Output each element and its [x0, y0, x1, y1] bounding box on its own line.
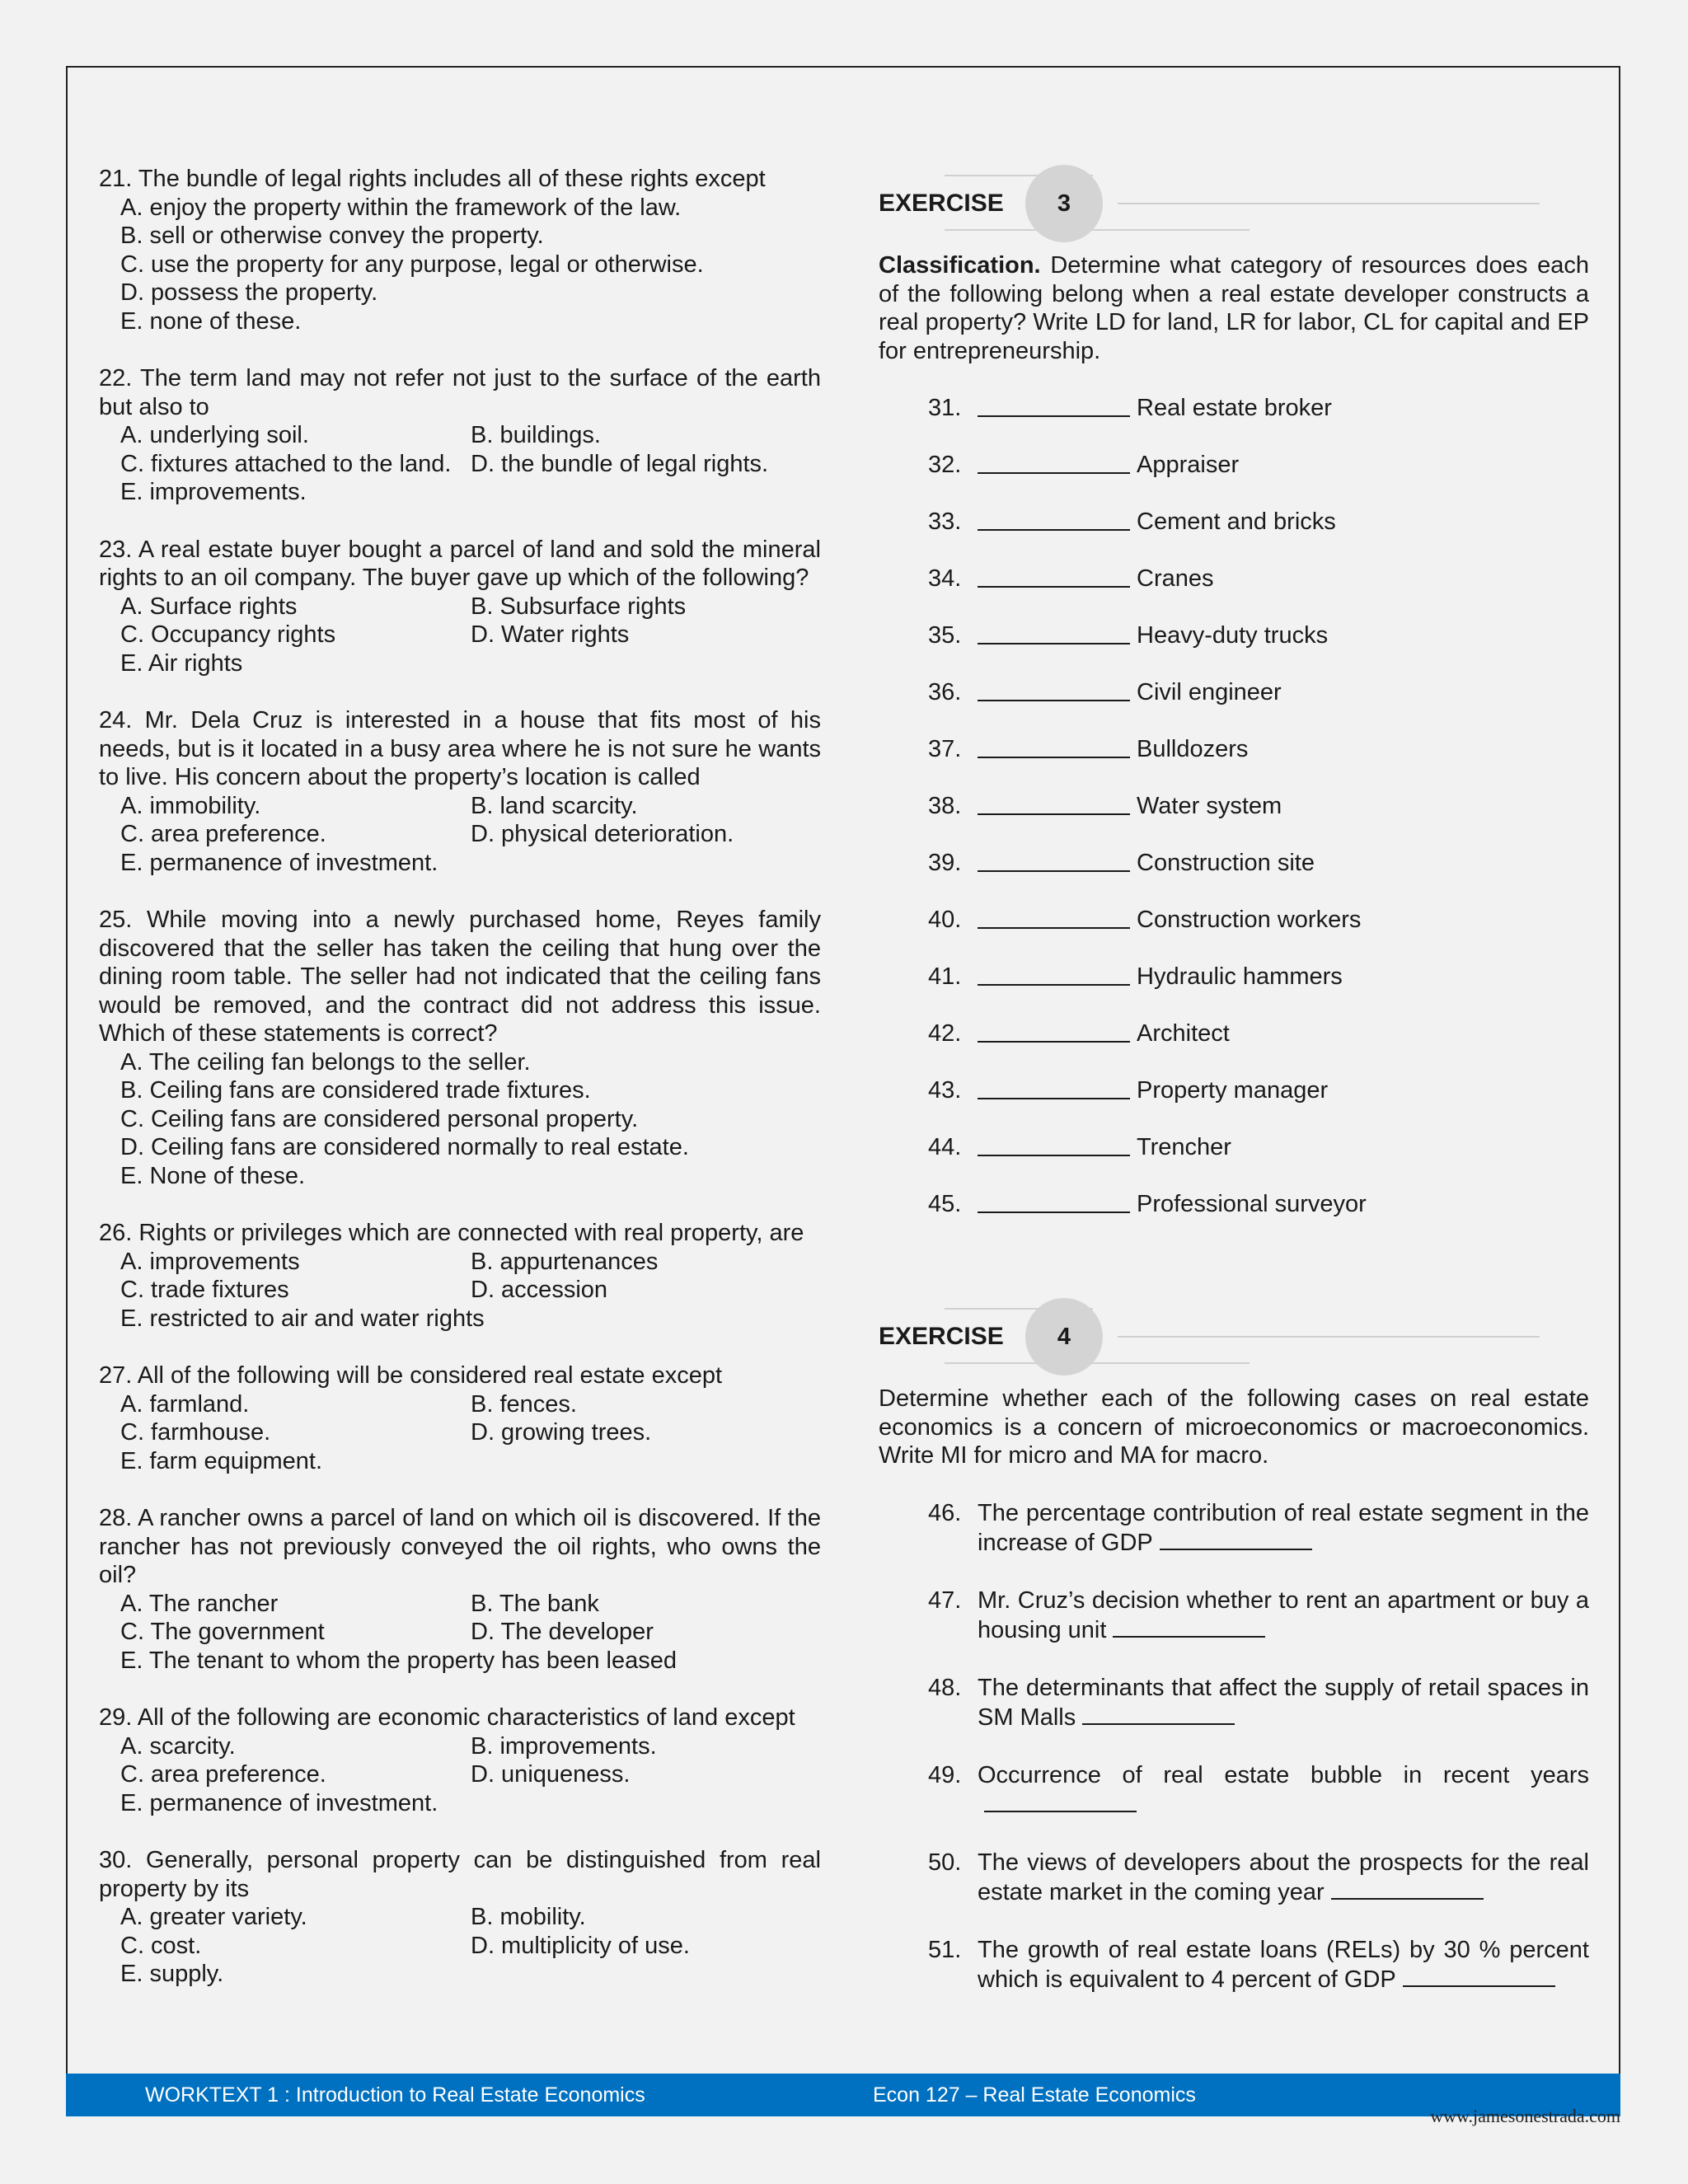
item-text: Water system — [1137, 793, 1282, 819]
answer-option: D. possess the property. — [120, 279, 378, 306]
item-number: 33. — [928, 509, 962, 535]
case-item — [928, 1936, 1589, 1994]
case-body — [978, 1936, 1589, 1994]
question-stem: 27. All of the following will be considered real estate except — [99, 1362, 723, 1389]
classification-item — [928, 621, 1589, 650]
option-row — [120, 820, 821, 849]
case-body — [978, 1674, 1589, 1732]
item-text: Hydraulic hammers — [1137, 963, 1343, 990]
case-item — [928, 1849, 1589, 1907]
answer-option: D. accession — [471, 1277, 608, 1303]
exercise-number-badge: 3 — [1025, 165, 1103, 242]
question — [99, 1219, 821, 1333]
item-text: Heavy-duty trucks — [1137, 622, 1329, 649]
exercise-4-header — [879, 1298, 1589, 1356]
answer-options — [99, 1903, 821, 1989]
answer-option: D. Water rights — [471, 621, 630, 648]
classification-item — [928, 849, 1589, 878]
answer-option: C. farmhouse. — [120, 1419, 271, 1446]
question-stem: 30. Generally, personal property can be distinguished from real property by its — [99, 1847, 821, 1902]
decor-line — [945, 229, 1250, 231]
answer-blank[interactable] — [978, 565, 1130, 588]
answer-option: A. greater variety. — [120, 1904, 307, 1930]
answer-option: D. The developer — [471, 1619, 654, 1645]
answer-option: D. the bundle of legal rights. — [471, 450, 769, 477]
classification-item — [928, 735, 1589, 764]
answer-option: A. farmland. — [120, 1390, 250, 1418]
case-text: The determinants that affect the supply of retail spaces in SM Malls — [978, 1674, 1589, 1731]
item-number: 45. — [928, 1191, 962, 1217]
answer-options — [99, 194, 821, 336]
classification-item — [928, 1076, 1589, 1105]
item-text: Bulldozers — [1137, 736, 1249, 762]
item-number: 36. — [928, 679, 962, 705]
instruction-text: Determine what category of resources does each of the following belong when a real estate developer constructs a real property? Write LD for land, LR for labor, CL for capital and EP for entrepreneurship. — [879, 252, 1589, 364]
classification-item — [928, 1019, 1589, 1048]
answer-option: A. Surface rights — [120, 593, 298, 620]
case-item — [928, 1586, 1589, 1645]
option-row — [120, 450, 821, 479]
item-text: Cement and bricks — [1137, 509, 1336, 535]
item-text: Construction workers — [1137, 907, 1362, 933]
answer-option: B. Ceiling fans are considered trade fixtures. — [120, 1077, 591, 1104]
answer-option: C. cost. — [120, 1932, 202, 1959]
item-text: Trencher — [1137, 1134, 1231, 1160]
case-list — [879, 1499, 1589, 1994]
right-column — [879, 165, 1589, 2023]
answer-option: B. land scarcity. — [471, 792, 638, 819]
classification-item — [928, 1190, 1589, 1219]
option-row — [120, 1618, 821, 1647]
option-row — [120, 1903, 821, 1932]
answer-option: B. mobility. — [471, 1904, 586, 1930]
question — [99, 1361, 821, 1475]
classification-item — [928, 963, 1589, 991]
case-text: The percentage contribution of real estate segment in the increase of GDP — [978, 1499, 1589, 1556]
answer-option: E. farm equipment. — [120, 1447, 322, 1474]
answer-blank[interactable] — [978, 621, 1130, 644]
answer-blank[interactable] — [978, 792, 1130, 815]
answer-blank[interactable] — [978, 849, 1130, 872]
answer-option: B. improvements. — [471, 1732, 657, 1760]
item-text: Professional surveyor — [1137, 1191, 1367, 1217]
item-number: 31. — [928, 395, 962, 421]
answer-option: A. scarcity. — [120, 1732, 236, 1760]
decor-line — [1118, 203, 1540, 204]
answer-option: B. Subsurface rights — [471, 593, 687, 620]
answer-option: C. trade fixtures — [120, 1277, 289, 1303]
item-number: 34. — [928, 565, 962, 592]
answer-blank[interactable] — [978, 735, 1130, 758]
answer-blank[interactable] — [978, 1190, 1130, 1213]
answer-option: A. The ceiling fan belongs to the seller. — [120, 1048, 531, 1076]
question — [99, 706, 821, 877]
item-number: 42. — [928, 1020, 962, 1047]
footer-course-title: Econ 127 – Real Estate Economics — [873, 2083, 1196, 2107]
answer-option: C. area preference. — [120, 821, 326, 847]
answer-option: E. restricted to air and water rights — [120, 1305, 485, 1332]
answer-option: E. Air rights — [120, 649, 243, 677]
question — [99, 1504, 821, 1675]
item-number: 35. — [928, 622, 962, 649]
answer-option: A. The rancher — [120, 1590, 279, 1617]
item-number: 48. — [928, 1674, 962, 1701]
answer-option: A. immobility. — [120, 792, 261, 819]
case-item — [928, 1674, 1589, 1732]
classification-item — [928, 508, 1589, 537]
footer-bar — [66, 2074, 1620, 2116]
classification-item — [928, 678, 1589, 707]
website-url: www.jamesonestrada.com — [1430, 2106, 1620, 2126]
answer-options — [99, 1248, 821, 1333]
question — [99, 536, 821, 678]
answer-option: E. The tenant to whom the property has been leased — [120, 1647, 677, 1674]
question — [99, 165, 821, 335]
item-number: 32. — [928, 452, 962, 478]
case-item — [928, 1499, 1589, 1558]
answer-option: D. physical deterioration. — [471, 821, 734, 847]
answer-option: E. permanence of investment. — [120, 849, 438, 876]
answer-option: E. none of these. — [120, 307, 302, 335]
classification-item — [928, 451, 1589, 480]
question-stem: 29. All of the following are economic characteristics of land except — [99, 1704, 795, 1731]
option-row — [120, 1590, 821, 1619]
option-row — [120, 1390, 821, 1419]
case-item — [928, 1761, 1589, 1820]
exercise-number-badge: 4 — [1025, 1298, 1103, 1376]
answer-options — [99, 1048, 821, 1191]
item-text: Property manager — [1137, 1077, 1329, 1104]
answer-blank[interactable] — [978, 906, 1130, 929]
question — [99, 1704, 821, 1817]
answer-option: E. None of these. — [120, 1162, 306, 1189]
question-stem: 25. While moving into a newly purchased home, Reyes family discovered that the seller has taken the ceiling that hung over the dining room table. The seller had not indicated that the ceiling fans would be removed, and the contract did not address this issue. Which of these statements is correct? — [99, 907, 821, 1047]
decor-line — [1118, 1336, 1540, 1338]
answer-option: B. fences. — [471, 1390, 577, 1418]
exercise-label: EXERCISE — [879, 190, 1004, 217]
answer-blank[interactable] — [978, 1076, 1130, 1099]
option-row — [120, 1276, 821, 1305]
case-text: Occurrence of real estate bubble in recent years — [978, 1761, 1589, 1788]
item-number: 37. — [928, 736, 962, 762]
question-stem: 21. The bundle of legal rights includes all of these rights except — [99, 166, 766, 192]
question — [99, 364, 821, 507]
option-row — [120, 1418, 821, 1447]
classification-item — [928, 1133, 1589, 1162]
answer-option: B. sell or otherwise convey the property. — [120, 223, 544, 249]
instruction-heading: Classification. — [879, 252, 1041, 279]
item-number: 38. — [928, 793, 962, 819]
item-number: 46. — [928, 1499, 962, 1526]
question-stem: 28. A rancher owns a parcel of land on which oil is discovered. If the rancher has not previously conveyed the oil rights, who owns the oil? — [99, 1505, 821, 1588]
option-row — [120, 1732, 821, 1761]
answer-options — [99, 593, 821, 678]
case-body — [978, 1586, 1589, 1645]
case-body — [978, 1761, 1589, 1820]
option-row — [120, 621, 821, 649]
answer-blank[interactable] — [978, 394, 1130, 417]
case-text: Mr. Cruz’s decision whether to rent an apartment or buy a housing unit — [978, 1586, 1589, 1643]
item-text: Construction site — [1137, 850, 1315, 876]
exercise-3-header — [879, 165, 1589, 223]
item-number: 51. — [928, 1936, 962, 1963]
option-row — [120, 792, 821, 821]
case-body — [978, 1849, 1589, 1907]
item-number: 39. — [928, 850, 962, 876]
answer-options — [99, 421, 821, 507]
answer-option: C. Ceiling fans are considered personal property. — [120, 1105, 639, 1132]
answer-option: D. multiplicity of use. — [471, 1932, 690, 1959]
question-stem: 22. The term land may not refer not just to the surface of the earth but also to — [99, 365, 821, 420]
answer-blank[interactable] — [1082, 1702, 1235, 1725]
answer-option: D. uniqueness. — [471, 1761, 631, 1788]
decor-line — [945, 1362, 1250, 1364]
answer-blank[interactable] — [1403, 1964, 1555, 1987]
question-stem: 23. A real estate buyer bought a parcel of land and sold the mineral rights to an oil company. The buyer gave up which of the following? — [99, 536, 821, 591]
answer-blank[interactable] — [978, 678, 1130, 701]
exercise-3-instructions — [879, 251, 1589, 365]
answer-blank[interactable] — [984, 1789, 1137, 1812]
answer-option: E. permanence of investment. — [120, 1789, 438, 1816]
item-text: Architect — [1137, 1020, 1230, 1047]
question-stem: 26. Rights or privileges which are connected with real property, are — [99, 1220, 804, 1246]
answer-option: C. area preference. — [120, 1761, 326, 1788]
answer-option: C. use the property for any purpose, legal or otherwise. — [120, 251, 704, 278]
answer-blank[interactable] — [978, 451, 1130, 474]
item-text: Civil engineer — [1137, 679, 1282, 705]
answer-options — [99, 792, 821, 878]
exercise-4-instructions: Determine whether each of the following cases on real estate economics is a concern of microeconomics or macroeconomics. Write MI for micro and MA for macro. — [879, 1385, 1589, 1469]
answer-options — [99, 1390, 821, 1476]
item-number: 43. — [928, 1077, 962, 1104]
answer-option: B. appurtenances — [471, 1248, 659, 1275]
item-text: Appraiser — [1137, 452, 1240, 478]
option-row — [120, 421, 821, 450]
answer-option: E. supply. — [120, 1961, 224, 1987]
option-row — [120, 593, 821, 621]
item-text: Real estate broker — [1137, 395, 1332, 421]
left-column-questions — [99, 165, 821, 2018]
option-row — [120, 1932, 821, 1961]
answer-blank[interactable] — [978, 1019, 1130, 1043]
answer-blank[interactable] — [1331, 1877, 1484, 1900]
footer-worktext-title: WORKTEXT 1 : Introduction to Real Estate Economics — [145, 2083, 645, 2107]
case-body — [978, 1499, 1589, 1558]
item-number: 41. — [928, 963, 962, 990]
exercise-label: EXERCISE — [879, 1323, 1004, 1350]
answer-option: A. enjoy the property within the framework of the law. — [120, 194, 682, 221]
classification-item — [928, 394, 1589, 423]
item-number: 47. — [928, 1586, 962, 1614]
classification-item — [928, 792, 1589, 821]
case-text: The growth of real estate loans (RELs) by 30 % percent which is equivalent to 4 percent of GDP — [978, 1936, 1589, 1993]
answer-options — [99, 1732, 821, 1818]
answer-option: E. improvements. — [120, 479, 307, 505]
question — [99, 1846, 821, 1989]
answer-option: A. improvements — [120, 1248, 300, 1275]
answer-option: A. underlying soil. — [120, 422, 309, 448]
answer-option: C. The government — [120, 1619, 325, 1645]
item-number: 44. — [928, 1134, 962, 1160]
classification-item — [928, 565, 1589, 593]
option-row — [120, 1248, 821, 1277]
answer-option: B. buildings. — [471, 422, 601, 448]
classification-list — [879, 394, 1589, 1219]
case-text: The views of developers about the prospects for the real estate market in the coming year — [978, 1849, 1589, 1905]
item-number: 49. — [928, 1761, 962, 1788]
item-number: 50. — [928, 1849, 962, 1876]
answer-option: C. Occupancy rights — [120, 621, 336, 648]
answer-option: D. Ceiling fans are considered normally to real estate. — [120, 1134, 689, 1160]
answer-blank[interactable] — [978, 1133, 1130, 1156]
item-text: Cranes — [1137, 565, 1214, 592]
classification-item — [928, 906, 1589, 935]
item-number: 40. — [928, 907, 962, 933]
answer-option: C. fixtures attached to the land. — [120, 450, 452, 477]
answer-options — [99, 1590, 821, 1675]
answer-option: B. The bank — [471, 1590, 599, 1617]
question — [99, 906, 821, 1190]
answer-blank[interactable] — [978, 508, 1130, 531]
answer-blank[interactable] — [1113, 1615, 1265, 1638]
answer-blank[interactable] — [1160, 1527, 1312, 1550]
question-stem: 24. Mr. Dela Cruz is interested in a house that fits most of his needs, but is it located in a busy area where he is not sure he wants to live. His concern about the property’s location is called — [99, 707, 821, 790]
answer-option: D. growing trees. — [471, 1419, 652, 1446]
option-row — [120, 1760, 821, 1789]
answer-blank[interactable] — [978, 963, 1130, 986]
